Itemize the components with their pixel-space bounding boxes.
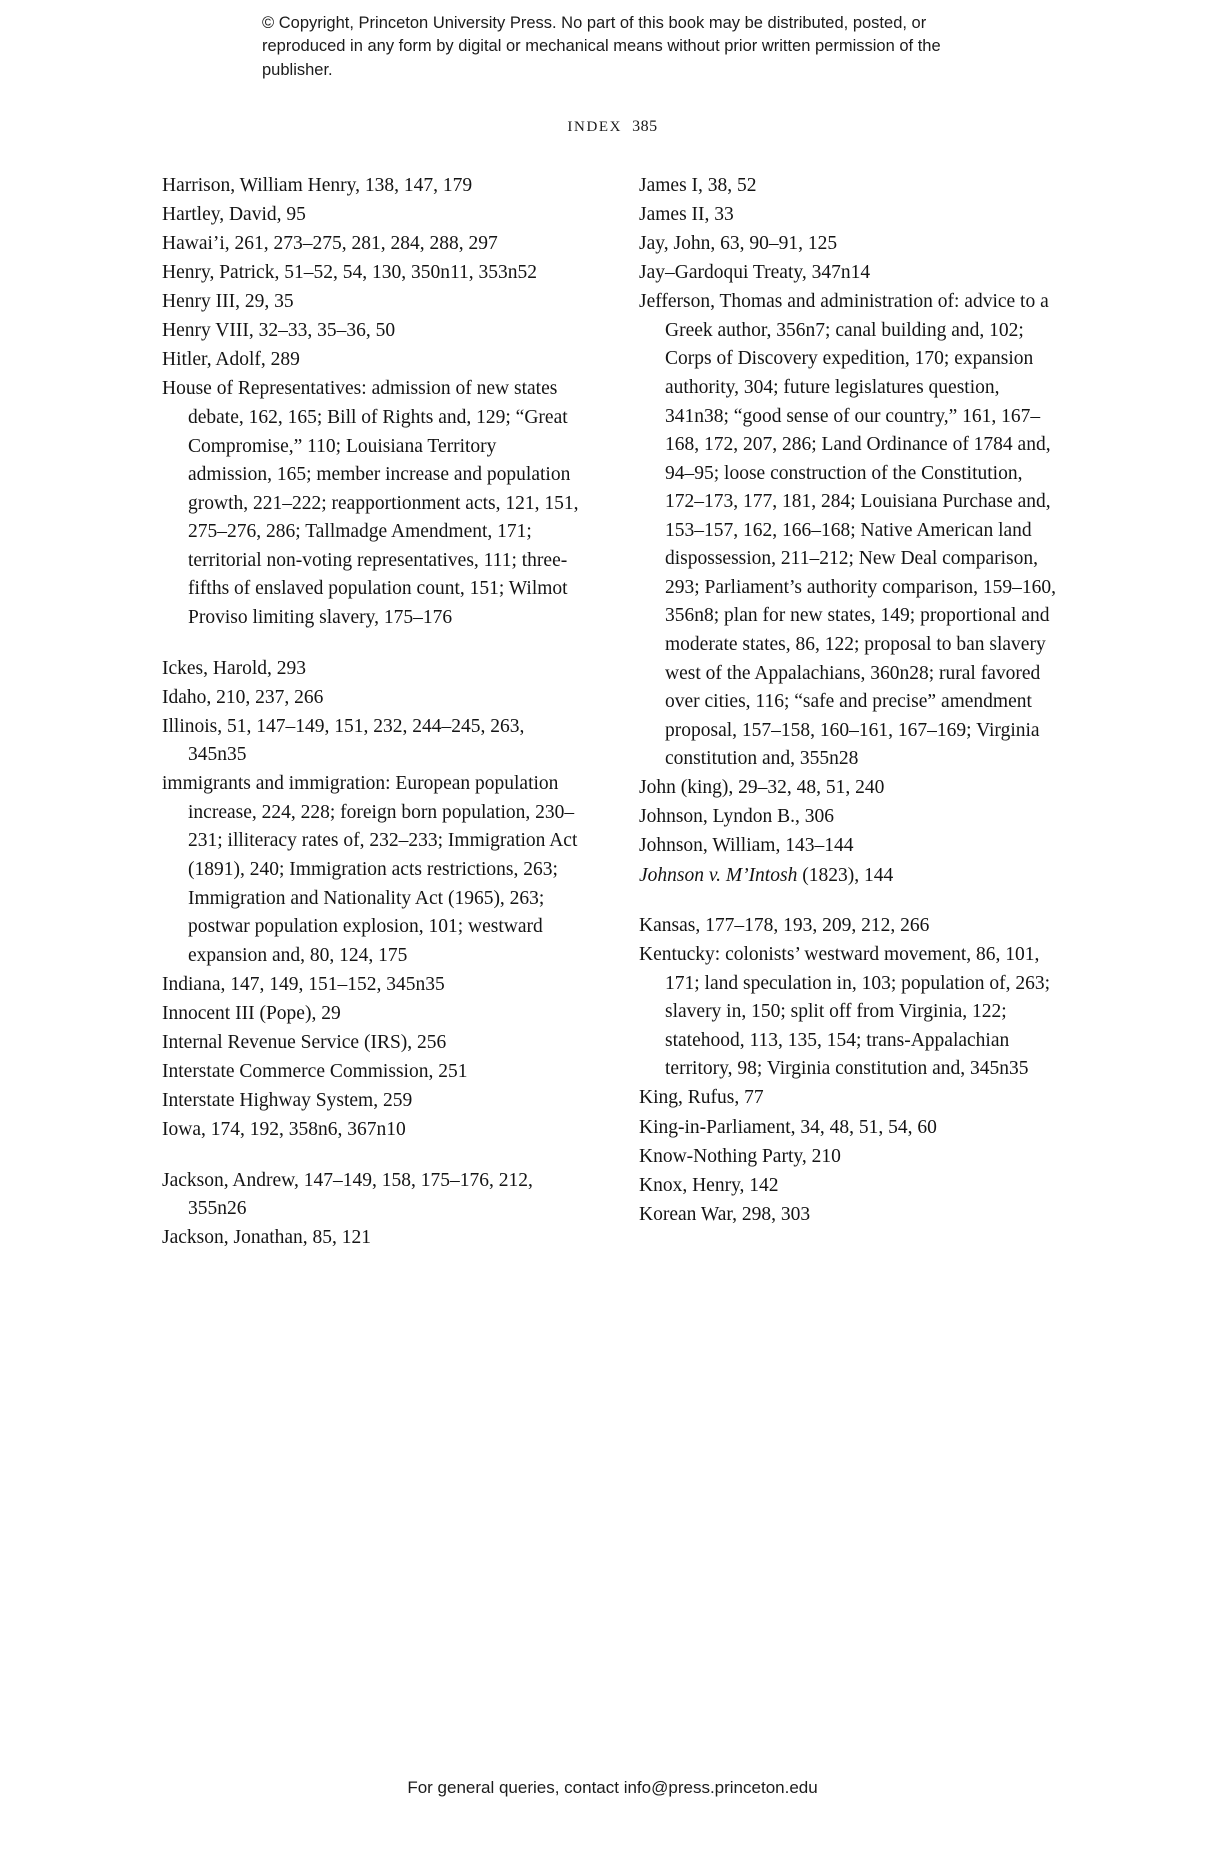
index-entry: Henry, Patrick, 51–52, 54, 130, 350n11, 353n52 (162, 262, 537, 284)
index-entry: Kentucky: colonists’ westward movement, 86, 101, 171; land speculation in, 103; population of, 263; slavery in, 150; split off from Virginia, 122; statehood, 113, 135, 154; trans-Appalachian territory, 98; Virginia constitution and, 345n35 (639, 944, 1051, 1080)
index-entry-title-italic: Johnson v. M’Intosh (639, 864, 798, 886)
index-entry: Johnson, William, 143–144 (639, 835, 854, 857)
index-entry-locators: (1823), 144 (797, 864, 894, 886)
running-head-label: INDEX (567, 119, 623, 135)
index-entry: Internal Revenue Service (IRS), 256 (162, 1031, 447, 1053)
index-column-left (162, 172, 582, 1253)
index-entry: Interstate Commerce Commission, 251 (162, 1060, 468, 1082)
index-entry: Know-Nothing Party, 210 (639, 1145, 841, 1167)
index-entry: immigrants and immigration: European population increase, 224, 228; foreign born population, 230–231; illiteracy rates of, 232–233; Immigration Act (1891), 240; Immigration acts restrictions, 263; Immigration and Nationality Act (1965), 263; postwar population explosion, 101; westward expansion and, 80, 124, 175 (162, 773, 578, 966)
index-entry: James I, 38, 52 (639, 175, 757, 196)
index-entry: James II, 33 (639, 204, 734, 226)
index-entry: Idaho, 210, 237, 266 (162, 686, 324, 708)
index-entry: Indiana, 147, 149, 151–152, 345n35 (162, 973, 445, 995)
index-entry (639, 862, 1059, 891)
index-entry: Interstate Highway System, 259 (162, 1089, 413, 1111)
index-entry: Jackson, Andrew, 147–149, 158, 175–176, 212, 355n26 (162, 1169, 533, 1220)
footer-notice: For general queries, contact info@press.princeton.edu (407, 1778, 818, 1797)
index-entry: Jay–Gardoqui Treaty, 347n14 (639, 262, 871, 284)
index-entry: Innocent III (Pope), 29 (162, 1002, 341, 1024)
index-entry: Hawai’i, 261, 273–275, 281, 284, 288, 297 (162, 233, 498, 255)
index-entry: Hitler, Adolf, 289 (162, 349, 300, 371)
running-head (0, 118, 1225, 136)
index-entry: House of Representatives: admission of new states debate, 162, 165; Bill of Rights and, 129; “Great Compromise,” 110; Louisiana Territory admission, 165; member increase and population growth, 221–222; reapportionment acts, 121, 151, 275–276, 286; Tallmadge Amendment, 171; territorial non-voting representatives, 111; three-fifths of enslaved population count, 151; Wilmot Proviso limiting slavery, 175–176 (162, 378, 579, 628)
index-entry: Ickes, Harold, 293 (162, 657, 307, 679)
index-entry: Jefferson, Thomas and administration of: advice to a Greek author, 356n7; canal building and, 102; Corps of Discovery expedition, 170; expansion authority, 304; future legislatures question, 341n38; “good sense of our country,” 161, 167–168, 172, 207, 286; Land Ordinance of 1784 and, 94–95; loose construction of the Constitution, 172–173, 177, 181, 284; Louisiana Purchase and, 153–157, 162, 166–168; Native American land dispossession, 211–212; New Deal comparison, 293; Parliament’s authority comparison, 159–160, 356n8; plan for new states, 149; proportional and moderate states, 86, 122; proposal to ban slavery west of the Appalachians, 360n28; rural favored over cities, 116; “safe and precise” amendment proposal, 157–158, 160–161, 167–169; Virginia constitution and, 355n28 (639, 291, 1057, 770)
index-column-right (639, 172, 1059, 1253)
index-entry: King, Rufus, 77 (639, 1087, 764, 1109)
index-entry: Harrison, William Henry, 138, 147, 179 (162, 175, 473, 196)
index-entry: John (king), 29–32, 48, 51, 240 (639, 777, 885, 799)
index-columns (162, 172, 1062, 1253)
index-entry: Henry VIII, 32–33, 35–36, 50 (162, 320, 396, 342)
index-entry: King-in-Parliament, 34, 48, 51, 54, 60 (639, 1116, 937, 1138)
index-entry: Knox, Henry, 142 (639, 1174, 779, 1196)
page-number: 385 (632, 118, 658, 135)
index-entry: Iowa, 174, 192, 358n6, 367n10 (162, 1119, 406, 1140)
index-entry: Jay, John, 63, 90–91, 125 (639, 233, 838, 255)
index-entry: Kansas, 177–178, 193, 209, 212, 266 (639, 915, 930, 937)
index-entry: Jackson, Jonathan, 85, 121 (162, 1227, 372, 1249)
index-entry: Hartley, David, 95 (162, 204, 306, 226)
index-entry: Johnson, Lyndon B., 306 (639, 806, 835, 828)
index-entry: Illinois, 51, 147–149, 151, 232, 244–245, 263, 345n35 (162, 715, 525, 766)
copyright-notice: © Copyright, Princeton University Press. No part of this book may be distributed, posted, or reproduced in any form by digital or mechanical means without prior written permission of the publisher. (262, 14, 941, 79)
index-entry: Korean War, 298, 303 (639, 1203, 811, 1225)
index-entry: Henry III, 29, 35 (162, 291, 294, 313)
